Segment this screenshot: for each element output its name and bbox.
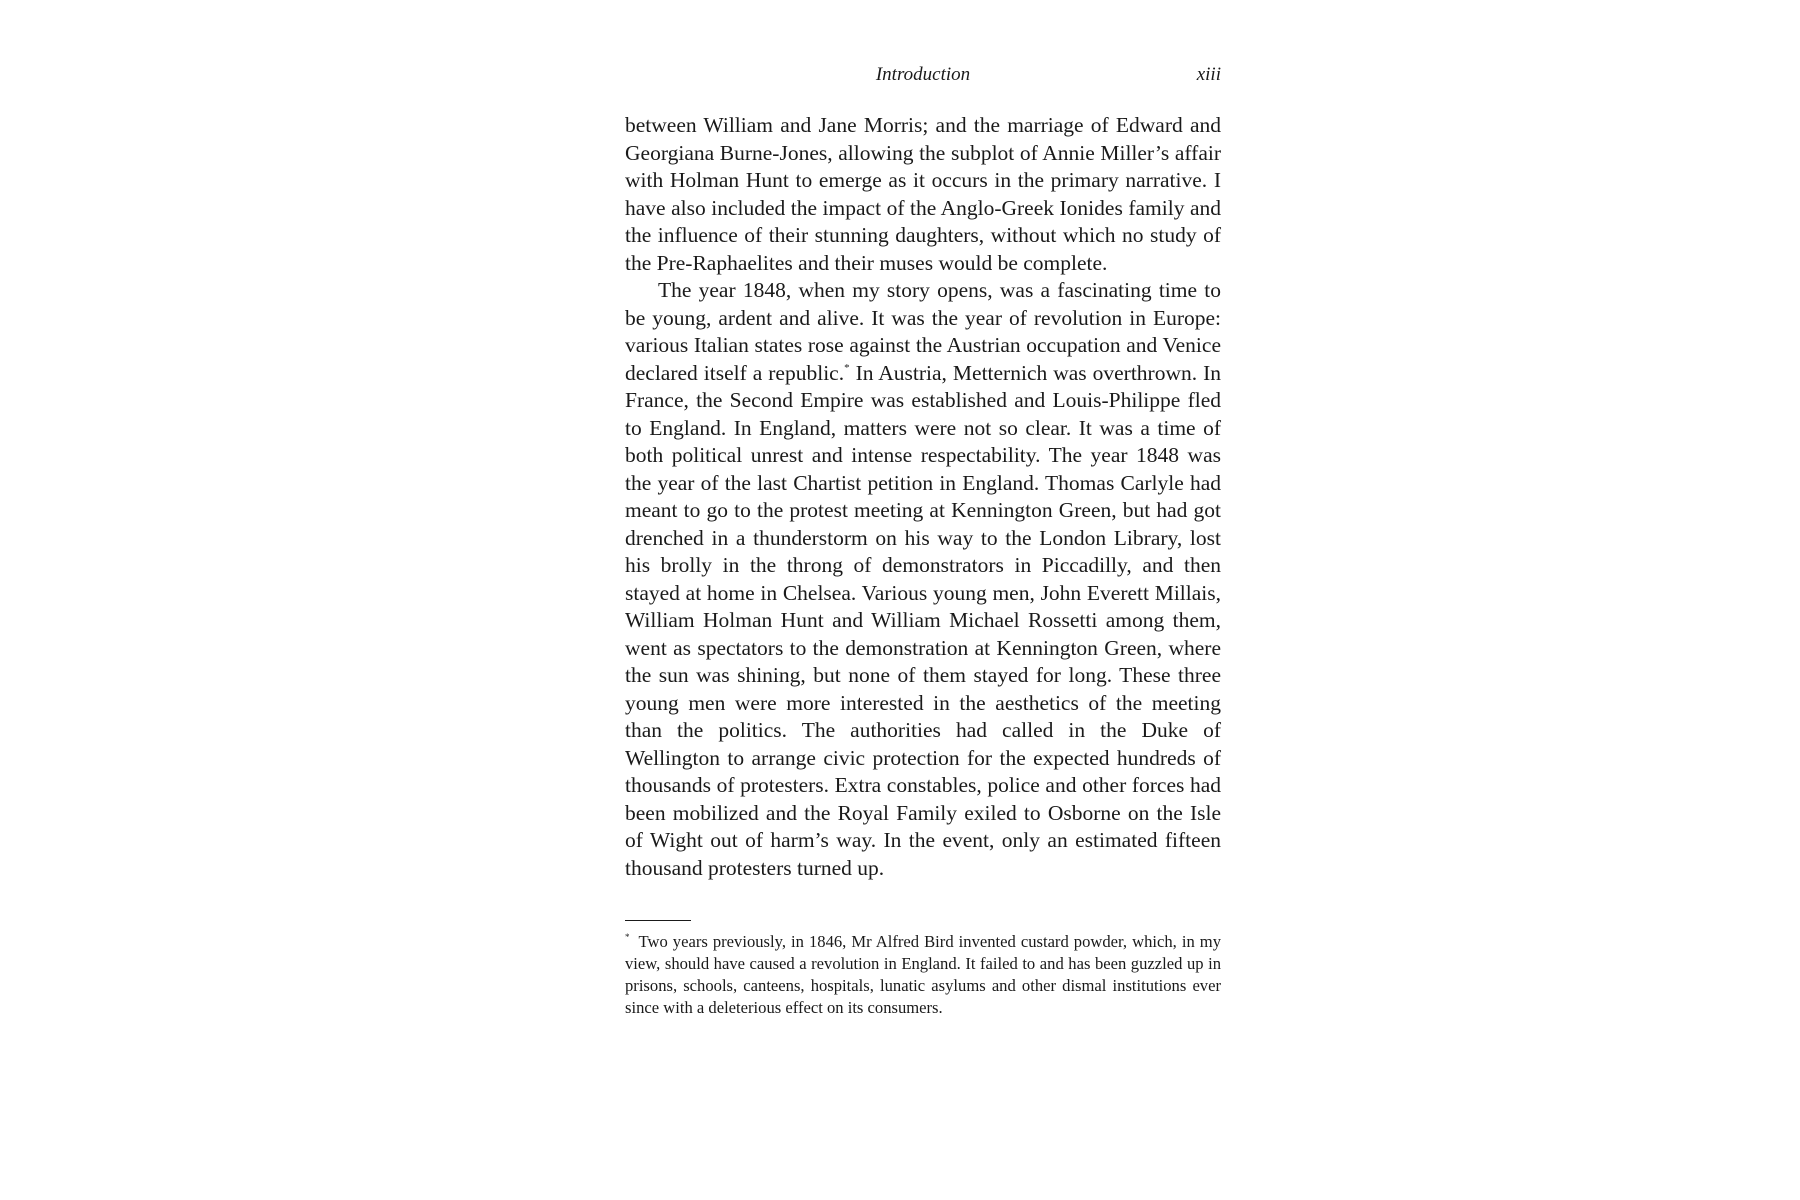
running-head-title: Introduction bbox=[875, 64, 971, 85]
body-text bbox=[625, 112, 1221, 882]
footnote-reference[interactable]: * bbox=[844, 361, 850, 374]
paragraph-1848-part-1: The year 1848, when my story opens, was a fascinating time to be young, ardent and alive. It was the year of revolution in Europe: various Italian states rose against the Austrian occupation and Venice declared itself a republic. bbox=[625, 278, 1221, 385]
book-page bbox=[625, 60, 1221, 1019]
paragraph-continued: between William and Jane Morris; and the marriage of Edward and Georgiana Burne-Jones, allowing the subplot of Annie Miller’s affair with Holman Hunt to emerge as it occurs in the primary narrative. I have also included the impact of the Anglo-Greek Ionides family and the influence of their stunning daughters, without which no study of the Pre-Raphaelites and their muses would be complete. bbox=[625, 113, 1221, 275]
footnote-marker: * bbox=[625, 932, 630, 942]
paragraph-1848-part-2: In Austria, Metternich was overthrown. In France, the Second Empire was established and Louis-Philippe fled to England. In England, matters were not so clear. It was a time of both political unrest and intense respectability. The year 1848 was the year of the last Chartist petition in England. Thomas Carlyle had meant to go to the protest meeting at Kennington Green, but had got drenched in a thunderstorm on his way to the London Library, lost his brolly in the throng of demonstrators in Piccadilly, and then stayed at home in Chelsea. Various young men, John Everett Millais, William Holman Hunt and William Michael Rossetti among them, went as spectators to the demonstration at Kennington Green, where the sun was shining, but none of them stayed for long. These three young men were more interested in the aesthetics of the meeting than the politics. The authorities had called in the Duke of Wellington to arrange civic protection for the expected hundreds of thousands of protesters. Extra constables, police and other forces had been mobilized and the Royal Family exiled to Osborne on the Isle of Wight out of harm’s way. In the event, only an estimated fifteen thousand protesters turned up. bbox=[625, 360, 1221, 880]
footnote-text: Two years previously, in 1846, Mr Alfred Bird invented custard powder, which, in my view, should have caused a revolution in England. It failed to and has been guzzled up in prisons, schools, canteens, hospitals, lunatic asylums and other dismal institutions ever since with a deleterious effect on its consumers. bbox=[625, 932, 1221, 1017]
running-head bbox=[625, 60, 1221, 90]
page-number: xiii bbox=[1196, 64, 1221, 85]
footnote bbox=[625, 931, 1221, 1019]
footnote-divider bbox=[625, 920, 691, 921]
paragraph-1848 bbox=[625, 277, 1221, 882]
